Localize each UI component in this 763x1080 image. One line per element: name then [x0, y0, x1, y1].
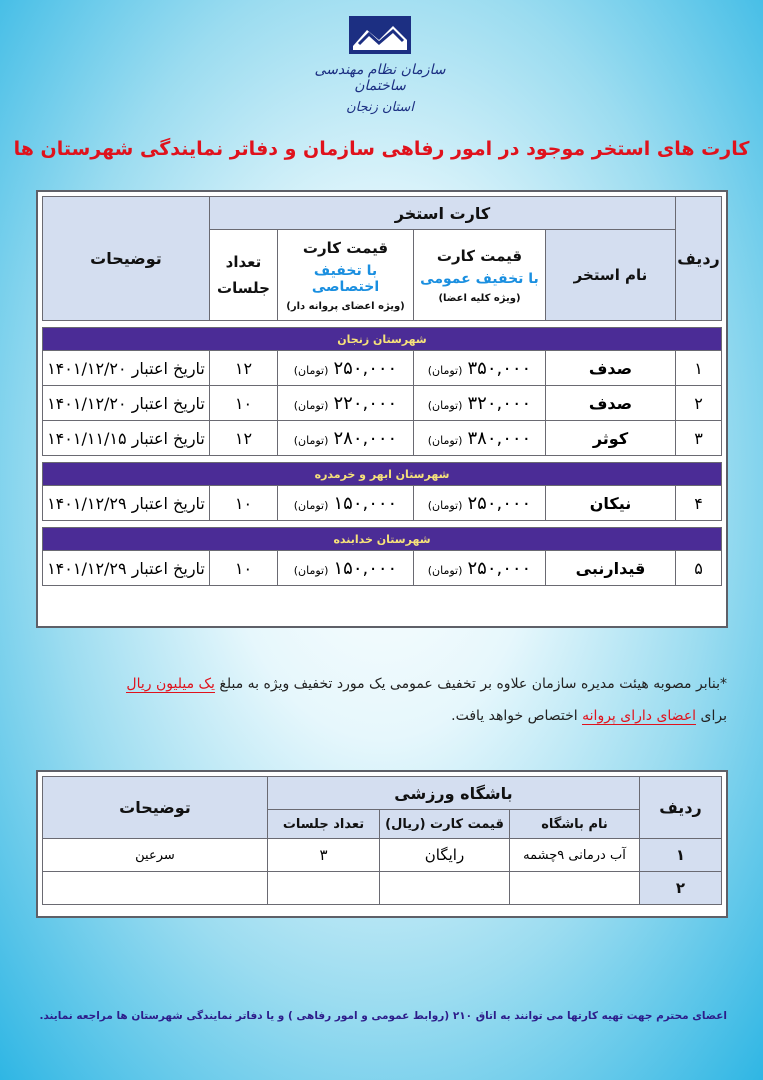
- row-no: ۲: [676, 386, 722, 421]
- page-title: کارت های استخر موجود در امور رفاهی سازمان و دفاتر نمایندگی شهرستان ها: [13, 138, 750, 160]
- public-price: ۲۵۰,۰۰۰ (تومان): [414, 551, 546, 586]
- sessions: ۱۰: [209, 486, 277, 521]
- gym-row-no: ۲: [640, 872, 722, 905]
- gym-header-price: قیمت کارت (ریال): [380, 810, 510, 839]
- organization-name: سازمان نظام مهندسی ساختمان: [314, 62, 446, 94]
- table-row: [43, 872, 722, 905]
- gym-price: [380, 872, 510, 905]
- pool-name: قیدارنبی: [546, 551, 676, 586]
- region-bar-khodabandeh: شهرستان خدابنده: [43, 528, 722, 551]
- gym-header-group: باشگاه ورزشی: [267, 777, 639, 810]
- gym-header-row-no: ردیف: [640, 777, 722, 839]
- region-bar-abhar: شهرستان ابهر و خرمدره: [43, 463, 722, 486]
- gym-header-description: توضیحات: [43, 777, 268, 839]
- description: تاریخ اعتبار ۱۴۰۱/۱۲/۲۹: [43, 486, 210, 521]
- table-row: [43, 386, 722, 421]
- header-description: توضیحات: [43, 197, 210, 321]
- public-price: ۳۲۰,۰۰۰ (تومان): [414, 386, 546, 421]
- header-special-price-line1: قیمت کارت: [302, 238, 389, 257]
- region-bar-zanjan: شهرستان زنجان: [43, 328, 722, 351]
- header-row-no: ردیف: [676, 197, 722, 321]
- roof-logo-icon: [345, 14, 415, 56]
- public-price: ۳۵۰,۰۰۰ (تومان): [414, 351, 546, 386]
- sessions: ۱۰: [209, 551, 277, 586]
- note-line-1: *بنابر مصوبه هیئت مدیره سازمان علاوه بر تخفیف عمومی یک مورد تخفیف ویژه به مبلغ یک میلیون ریال: [126, 676, 727, 692]
- public-price: ۲۵۰,۰۰۰ (تومان): [414, 486, 546, 521]
- header-public-price-note: (ویژه کلیه اعضا): [438, 292, 521, 304]
- sessions: ۱۲: [209, 421, 277, 456]
- special-price: ۱۵۰,۰۰۰ (تومان): [278, 486, 414, 521]
- special-price: ۲۲۰,۰۰۰ (تومان): [278, 386, 414, 421]
- pool-name: نیکان: [546, 486, 676, 521]
- description: تاریخ اعتبار ۱۴۰۱/۱۲/۲۰: [43, 386, 210, 421]
- special-price: ۱۵۰,۰۰۰ (تومان): [278, 551, 414, 586]
- note-line-2: برای اعضای دارای پروانه اختصاص خواهد یافت.: [451, 708, 727, 724]
- header-sessions-line1: تعداد: [225, 253, 262, 271]
- pool-card-table: [36, 190, 728, 628]
- gym-sessions: [267, 872, 379, 905]
- table-row: [43, 551, 722, 586]
- gym-club-name: آب درمانی ۹چشمه: [510, 839, 640, 872]
- header-sessions-line2: جلسات: [217, 279, 270, 297]
- header-public-price-line2: با تخفیف عمومی: [420, 270, 539, 287]
- province-name: استان زنجان: [346, 100, 414, 115]
- gym-sessions: ۳: [267, 839, 379, 872]
- footer-notice: اعضای محترم جهت تهیه کارتها می توانند به اتاق ۲۱۰ (روابط عمومی و امور رفاهی ) و یا دفاتر نمایندگی شهرستان ها مراجعه نمایند.: [39, 1010, 727, 1022]
- description: تاریخ اعتبار ۱۴۰۱/۱۲/۲۹: [43, 551, 210, 586]
- table-row: [43, 421, 722, 456]
- public-price: ۳۸۰,۰۰۰ (تومان): [414, 421, 546, 456]
- gym-header-sessions: تعداد جلسات: [267, 810, 379, 839]
- gym-header-club-name: نام باشگاه: [510, 810, 640, 839]
- row-no: ۴: [676, 486, 722, 521]
- note-amount-highlight: یک میلیون ریال: [126, 676, 215, 692]
- gym-row-no: ۱: [640, 839, 722, 872]
- table-row: [43, 351, 722, 386]
- pool-name: کوثر: [546, 421, 676, 456]
- special-price: ۲۵۰,۰۰۰ (تومان): [278, 351, 414, 386]
- organization-logo: [300, 14, 460, 124]
- sessions: ۱۰: [209, 386, 277, 421]
- gym-club-name: [510, 872, 640, 905]
- table-row: [43, 839, 722, 872]
- header-pool-name: نام استخر: [546, 230, 676, 321]
- header-special-price-line2: با تخفیف اختصاصی: [311, 262, 380, 295]
- gym-card-table: [36, 770, 728, 918]
- table-row: [43, 486, 722, 521]
- description: تاریخ اعتبار ۱۴۰۱/۱۲/۲۰: [43, 351, 210, 386]
- gym-description: [43, 872, 268, 905]
- row-no: ۱: [676, 351, 722, 386]
- gym-price: رایگان: [380, 839, 510, 872]
- special-price: ۲۸۰,۰۰۰ (تومان): [278, 421, 414, 456]
- gym-description: سرعین: [43, 839, 268, 872]
- header-public-price: [414, 230, 546, 321]
- header-special-price: [278, 230, 414, 321]
- note-members-highlight: اعضای دارای پروانه: [582, 708, 697, 724]
- row-no: ۳: [676, 421, 722, 456]
- sessions: ۱۲: [209, 351, 277, 386]
- header-special-price-note: (ویژه اعضای پروانه دار): [286, 300, 405, 312]
- header-public-price-line1: قیمت کارت: [436, 246, 523, 265]
- header-sessions: [209, 230, 277, 321]
- pool-name: صدف: [546, 351, 676, 386]
- header-pool-card: کارت استخر: [209, 197, 675, 230]
- pool-name: صدف: [546, 386, 676, 421]
- row-no: ۵: [676, 551, 722, 586]
- discount-note: [37, 668, 727, 732]
- description: تاریخ اعتبار ۱۴۰۱/۱۱/۱۵: [43, 421, 210, 456]
